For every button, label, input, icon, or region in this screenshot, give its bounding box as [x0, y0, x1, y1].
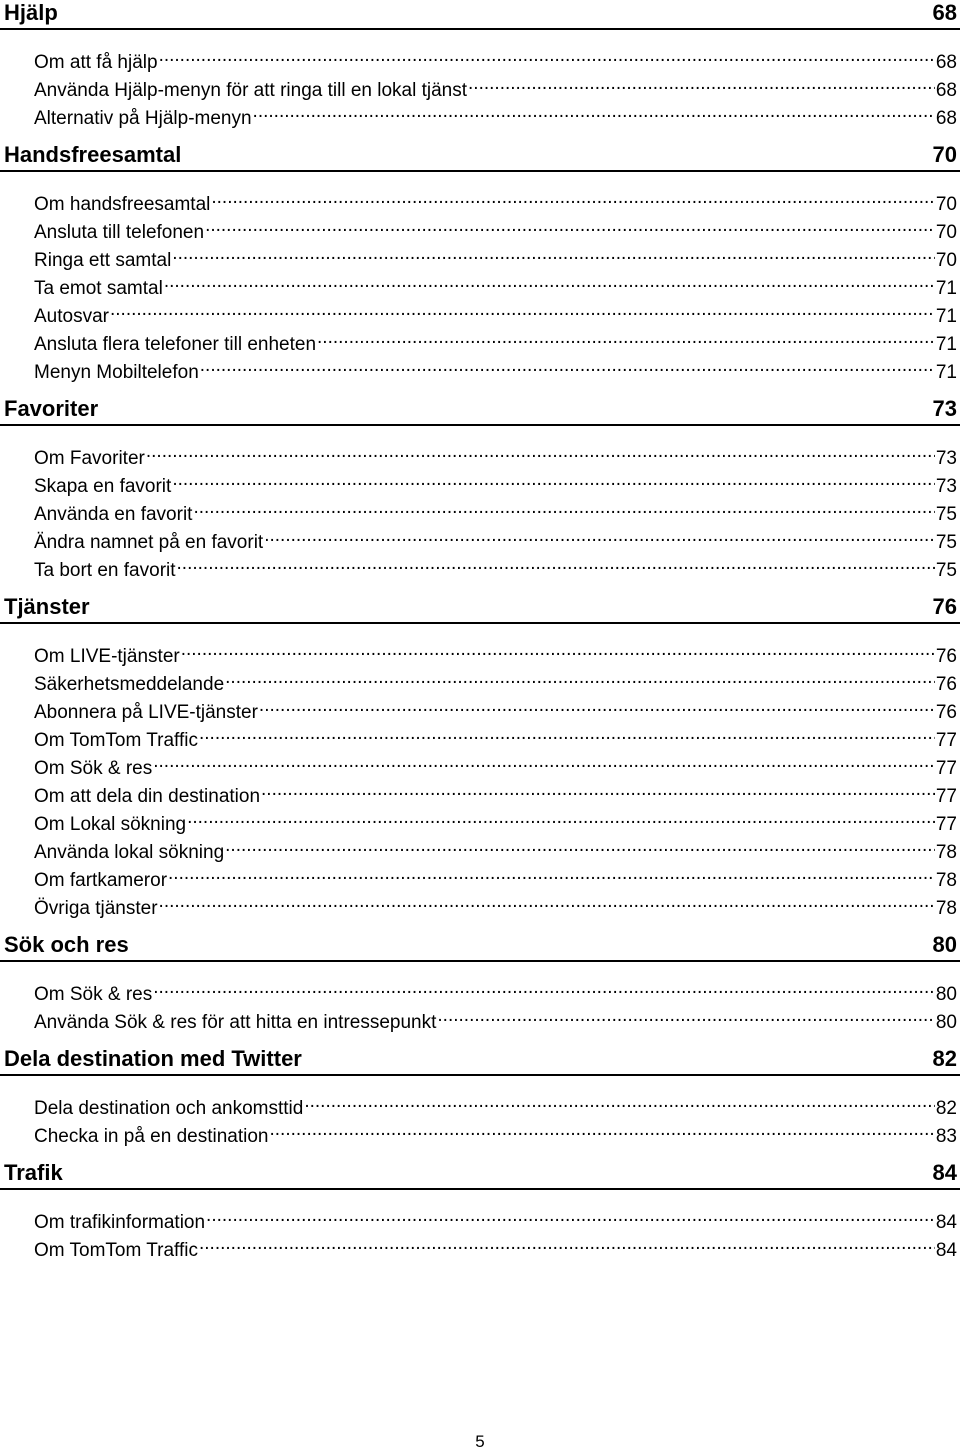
- dot-leader: [253, 96, 935, 124]
- toc-entry[interactable]: [0, 1086, 960, 1119]
- section-page-number: 68: [932, 0, 957, 25]
- section-heading[interactable]: [0, 1046, 960, 1076]
- section-page-number: 76: [932, 594, 957, 619]
- dot-leader: [181, 634, 935, 662]
- entry-label: Ta bort en favorit: [34, 560, 176, 581]
- entry-page-number: 76: [935, 646, 957, 667]
- entry-label: Om trafikinformation: [34, 1212, 206, 1233]
- dot-leader: [177, 548, 935, 576]
- entry-page-number: 76: [935, 674, 957, 695]
- dot-leader: [146, 436, 935, 464]
- entry-page-number: 80: [935, 1012, 957, 1033]
- dot-leader: [437, 1000, 934, 1028]
- toc-entry[interactable]: [0, 182, 960, 215]
- entry-label: Övriga tjänster: [34, 898, 158, 919]
- entry-label: Om att få hjälp: [34, 52, 158, 73]
- dot-leader: [172, 464, 935, 492]
- entry-page-number: 77: [935, 730, 957, 751]
- toc-entry[interactable]: [0, 436, 960, 469]
- toc-entry[interactable]: [0, 294, 960, 327]
- entry-label: Ta emot samtal: [34, 278, 163, 299]
- dot-leader: [159, 40, 935, 68]
- entry-label: Ansluta flera telefoner till enheten: [34, 334, 317, 355]
- entry-page-number: 70: [935, 194, 957, 215]
- entry-page-number: 71: [935, 306, 957, 327]
- dot-leader: [225, 662, 935, 690]
- entry-label: Använda en favorit: [34, 504, 193, 525]
- entry-page-number: 77: [935, 814, 957, 835]
- section-title: Handsfreesamtal: [4, 142, 182, 167]
- entry-label: Om Lokal sökning: [34, 814, 187, 835]
- entry-page-number: 84: [935, 1212, 957, 1233]
- dot-leader: [153, 972, 935, 1000]
- entry-page-number: 70: [935, 222, 957, 243]
- section-heading[interactable]: [0, 142, 960, 172]
- section-page-number: 84: [932, 1160, 957, 1185]
- dot-leader: [199, 1228, 935, 1256]
- entry-page-number: 84: [935, 1240, 957, 1261]
- section-title: Favoriter: [4, 396, 99, 421]
- dot-leader: [199, 718, 935, 746]
- dot-leader: [206, 1200, 935, 1228]
- section-page-number: 73: [932, 396, 957, 421]
- entry-page-number: 78: [935, 898, 957, 919]
- entry-label: Om TomTom Traffic: [34, 730, 198, 751]
- entry-page-number: 75: [935, 504, 957, 525]
- section-entries: [0, 1076, 960, 1160]
- section-heading[interactable]: [0, 1160, 960, 1190]
- entry-page-number: 75: [935, 560, 957, 581]
- section-page-number: 80: [932, 932, 957, 957]
- entry-page-number: 78: [935, 842, 957, 863]
- entry-page-number: 83: [935, 1126, 957, 1147]
- section-page-number: 82: [932, 1046, 957, 1071]
- entry-label: Autosvar: [34, 306, 109, 327]
- toc-section: [0, 0, 960, 142]
- section-entries: [0, 426, 960, 594]
- section-entries: [0, 30, 960, 142]
- entry-label: Om Favoriter: [34, 448, 145, 469]
- toc-section: [0, 1160, 960, 1274]
- section-title: Trafik: [4, 1160, 63, 1185]
- entry-label: Om fartkameror: [34, 870, 168, 891]
- dot-leader: [153, 746, 935, 774]
- entry-page-number: 68: [935, 80, 957, 101]
- toc-section: [0, 594, 960, 932]
- dot-leader: [270, 1114, 935, 1142]
- entry-label: Checka in på en destination: [34, 1126, 269, 1147]
- entry-label: Om Sök & res: [34, 984, 153, 1005]
- dot-leader: [110, 294, 935, 322]
- entry-label: Ansluta till telefonen: [34, 222, 205, 243]
- entry-label: Använda Sök & res för att hitta en intressepunkt: [34, 1012, 437, 1033]
- section-title: Sök och res: [4, 932, 129, 957]
- dot-leader: [159, 886, 935, 914]
- toc-section: [0, 932, 960, 1046]
- dot-leader: [259, 690, 935, 718]
- dot-leader: [205, 210, 935, 238]
- section-heading[interactable]: [0, 0, 960, 30]
- dot-leader: [211, 182, 935, 210]
- toc-entry[interactable]: [0, 634, 960, 667]
- entry-label: Skapa en favorit: [34, 476, 172, 497]
- entry-label: Säkerhetsmeddelande: [34, 674, 225, 695]
- entry-label: Om LIVE-tjänster: [34, 646, 180, 667]
- entry-label: Ändra namnet på en favorit: [34, 532, 264, 553]
- toc-entry[interactable]: [0, 972, 960, 1005]
- section-page-number: 70: [932, 142, 957, 167]
- section-entries: [0, 962, 960, 1046]
- dot-leader: [468, 68, 935, 96]
- dot-leader: [261, 774, 935, 802]
- dot-leader: [200, 350, 935, 378]
- entry-label: Använda lokal sökning: [34, 842, 225, 863]
- dot-leader: [168, 858, 935, 886]
- toc-section: [0, 142, 960, 396]
- entry-page-number: 68: [935, 108, 957, 129]
- entry-page-number: 71: [935, 278, 957, 299]
- section-entries: [0, 172, 960, 396]
- entry-label: Om Sök & res: [34, 758, 153, 779]
- entry-page-number: 77: [935, 786, 957, 807]
- entry-page-number: 70: [935, 250, 957, 271]
- dot-leader: [193, 492, 934, 520]
- section-title: Hjälp: [4, 0, 58, 25]
- entry-label: Om att dela din destination: [34, 786, 261, 807]
- section-entries: [0, 624, 960, 932]
- entry-label: Alternativ på Hjälp-menyn: [34, 108, 252, 129]
- toc-entry[interactable]: [0, 322, 960, 355]
- section-heading[interactable]: [0, 396, 960, 426]
- entry-page-number: 77: [935, 758, 957, 779]
- toc-section: [0, 396, 960, 594]
- dot-leader: [317, 322, 935, 350]
- toc-section: [0, 1046, 960, 1160]
- entry-page-number: 78: [935, 870, 957, 891]
- toc-entry[interactable]: [0, 1200, 960, 1233]
- entry-page-number: 71: [935, 334, 957, 355]
- entry-page-number: 73: [935, 448, 957, 469]
- page-number: 5: [475, 1432, 485, 1451]
- section-entries: [0, 1190, 960, 1274]
- entry-page-number: 73: [935, 476, 957, 497]
- dot-leader: [225, 830, 935, 858]
- section-title: Dela destination med Twitter: [4, 1046, 302, 1071]
- entry-page-number: 68: [935, 52, 957, 73]
- entry-label: Ringa ett samtal: [34, 250, 172, 271]
- entry-label: Använda Hjälp-menyn för att ringa till en lokal tjänst: [34, 80, 468, 101]
- dot-leader: [187, 802, 935, 830]
- entry-page-number: 71: [935, 362, 957, 383]
- entry-page-number: 75: [935, 532, 957, 553]
- dot-leader: [264, 520, 935, 548]
- section-heading[interactable]: [0, 594, 960, 624]
- entry-label: Om handsfreesamtal: [34, 194, 211, 215]
- section-title: Tjänster: [4, 594, 90, 619]
- dot-leader: [172, 238, 935, 266]
- entry-page-number: 82: [935, 1098, 957, 1119]
- entry-page-number: 80: [935, 984, 957, 1005]
- toc-entry[interactable]: [0, 40, 960, 73]
- dot-leader: [304, 1086, 935, 1114]
- section-heading[interactable]: [0, 932, 960, 962]
- entry-page-number: 76: [935, 702, 957, 723]
- entry-label: Menyn Mobiltelefon: [34, 362, 199, 383]
- entry-label: Abonnera på LIVE-tjänster: [34, 702, 258, 723]
- dot-leader: [164, 266, 935, 294]
- entry-label: Om TomTom Traffic: [34, 1240, 198, 1261]
- entry-label: Dela destination och ankomsttid: [34, 1098, 304, 1119]
